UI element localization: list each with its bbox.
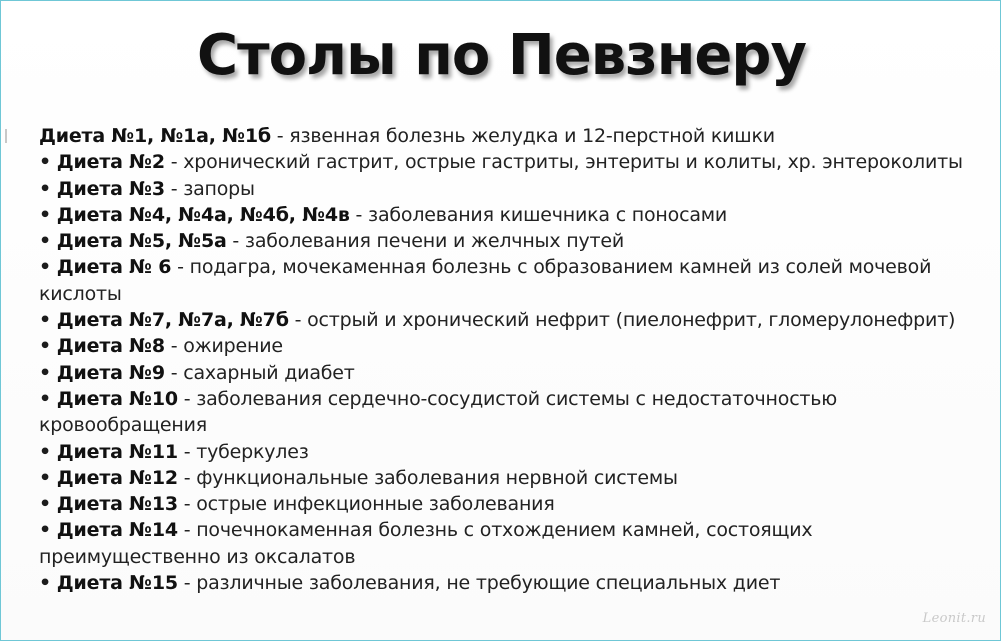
- list-item: [39, 517, 989, 570]
- diet-label: Диета №14: [56, 519, 178, 542]
- diet-description: - острые инфекционные заболевания: [177, 493, 555, 516]
- diet-label: Диета №1, №1а, №1б: [39, 125, 271, 147]
- bullet-icon: •: [39, 440, 51, 463]
- diet-description: - почечнокаменная болезнь с отхождением камней, состоящих преимущественно из оксалатов: [39, 519, 813, 568]
- bullet-icon: •: [39, 309, 51, 332]
- diet-label: Диета №2: [56, 151, 165, 174]
- diet-description: - хронический гастрит, острые гастриты, энтериты и колиты, хр. энтероколиты: [164, 151, 963, 174]
- diet-label: Диета №11: [56, 440, 178, 463]
- diet-label: Диета №9: [56, 361, 165, 384]
- watermark: Leonit.ru: [922, 611, 986, 626]
- list-item: [39, 333, 989, 359]
- diet-label: Диета №13: [56, 493, 178, 516]
- diet-description: - заболевания сердечно-сосудистой системы с недостаточностью кровообращения: [39, 387, 838, 437]
- diet-label: Диета № 6: [56, 256, 172, 279]
- diet-description: - запоры: [164, 177, 255, 200]
- bullet-icon: •: [39, 230, 51, 253]
- diet-label: Диета №10: [56, 387, 178, 410]
- list-item: [39, 228, 989, 254]
- page-title: Столы по Певзнеру: [197, 23, 806, 88]
- bullet-icon: •: [39, 519, 51, 542]
- diet-label: Диета №5, №5а: [56, 230, 227, 253]
- diet-description: - острый и хронический нефрит (пиелонефрит, гломерулонефрит): [288, 309, 956, 332]
- bullet-icon: •: [39, 466, 51, 489]
- diet-description: - заболевания печени и желчных путей: [226, 230, 625, 253]
- bullet-icon: •: [39, 177, 51, 200]
- bullet-icon: •: [39, 203, 51, 226]
- bullet-icon: •: [39, 387, 51, 410]
- bullet-icon: •: [39, 493, 51, 516]
- list-item: [39, 176, 989, 202]
- list-item: [39, 570, 989, 596]
- list-item: [39, 386, 989, 439]
- diet-label: Диета №15: [56, 572, 178, 595]
- bullet-icon: •: [39, 361, 51, 384]
- list-item: [39, 149, 989, 175]
- diet-label: Диета №7, №7а, №7б: [56, 309, 289, 332]
- diet-label: Диета №3: [56, 177, 165, 200]
- diet-description: - язвенная болезнь желудка и 12-перстной кишки: [270, 125, 775, 147]
- bullet-icon: •: [39, 151, 51, 174]
- list-item: [39, 202, 989, 228]
- diet-description: - подагра, мочекаменная болезнь с образованием камней из солей мочевой кислоты: [39, 256, 932, 305]
- edge-mark: [5, 129, 7, 143]
- bullet-icon: •: [39, 256, 51, 279]
- diet-label: Диета №8: [56, 335, 165, 358]
- diet-description: - сахарный диабет: [164, 361, 355, 384]
- list-item: [39, 360, 989, 386]
- list-item: [39, 307, 989, 333]
- list-item: [39, 439, 989, 465]
- list-item: [39, 254, 989, 307]
- diet-description: - туберкулез: [177, 440, 309, 463]
- list-item: [39, 491, 989, 517]
- bullet-icon: •: [39, 335, 51, 358]
- bullet-icon: •: [39, 572, 51, 595]
- diet-description: - заболевания кишечника с поносами: [349, 203, 728, 226]
- diet-label: Диета №4, №4а, №4б, №4в: [56, 203, 350, 226]
- list-item: [39, 123, 989, 149]
- diet-description: - функциональные заболевания нервной системы: [177, 466, 678, 489]
- diet-description: - ожирение: [164, 335, 283, 358]
- list-item: [39, 465, 989, 491]
- diet-list: [39, 123, 989, 596]
- diet-label: Диета №12: [56, 466, 178, 489]
- diet-description: - различные заболевания, не требующие специальных диет: [177, 572, 781, 595]
